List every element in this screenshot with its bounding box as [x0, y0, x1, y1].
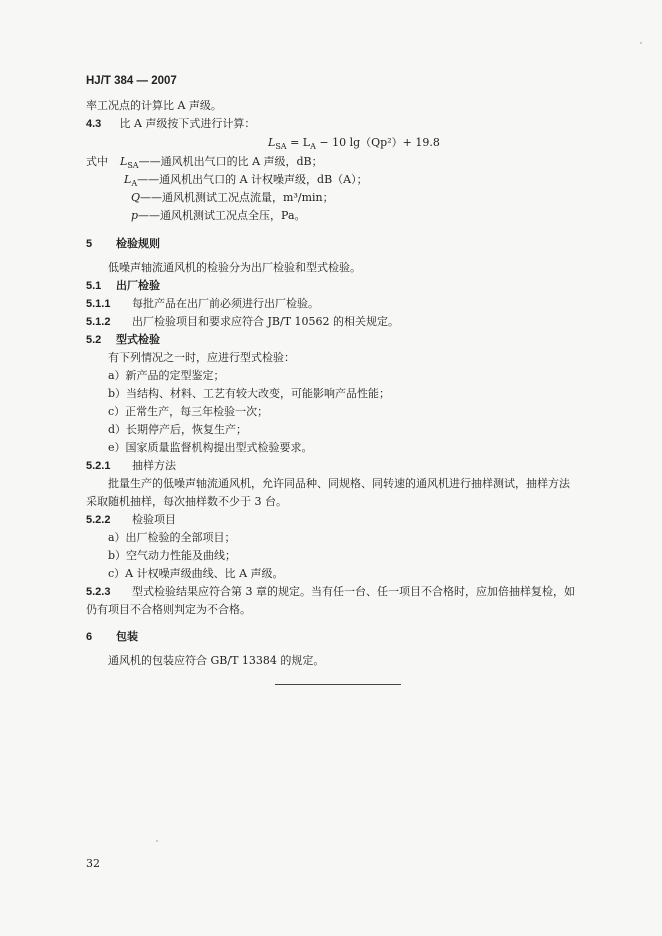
definition-4: p——通风机测试工况点全压，Pa。 — [131, 209, 306, 222]
scan-speck — [640, 42, 642, 44]
scan-speck — [156, 840, 158, 842]
list-item: c）A 计权噪声级曲线、比 A 声级。 — [108, 567, 284, 580]
list-item: a）新产品的定型鉴定； — [108, 369, 225, 382]
list-item: c）正常生产，每三年检验一次； — [108, 405, 269, 418]
page-number: 32 — [86, 857, 100, 870]
para-line: 通风机的包装应符合 GB/T 13384 的规定。 — [108, 654, 325, 667]
section-6-heading: 6 包装 — [86, 630, 138, 643]
clause-5-2-3: 5.2.3 型式检验结果应符合第 3 章的规定。当有任一台、任一项目不合格时，应加倍抽样复检，如 — [86, 585, 575, 598]
section-5-heading: 5 检验规则 — [86, 237, 160, 250]
clause-5-2-1: 5.2.1 抽样方法 — [86, 459, 176, 472]
list-item: e）国家质量监督机构提出型式检验要求。 — [108, 441, 313, 454]
where-label: 式中 — [86, 155, 108, 168]
formula: $L_{SA} = L_A - 10$ lg（Qp²）+ 19.8 — [268, 136, 440, 152]
list-item: b）当结构、材料、工艺有较大改变，可能影响产品性能； — [108, 387, 391, 400]
clause-5-2-2: 5.2.2 检验项目 — [86, 513, 176, 526]
standard-number: HJ/T 384 — 2007 — [86, 75, 177, 87]
para-line: 批量生产的低噪声轴流通风机，允许同品种、同规格、同转速的通风机进行抽样测试，抽样方法 — [108, 477, 570, 490]
para-line: 低噪声轴流通风机的检验分为出厂检验和型式检验。 — [108, 261, 361, 274]
para-line: 仍有项目不合格则判定为不合格。 — [86, 603, 251, 616]
para-line: 率工况点的计算比 A 声级。 — [86, 99, 222, 112]
clause-5-1-2: 5.1.2 出厂检验项目和要求应符合 JB/T 10562 的相关规定。 — [86, 315, 400, 328]
para-line: 有下列情况之一时，应进行型式检验： — [108, 351, 295, 364]
definition-3: Q——通风机测试工况点流量，m³/min； — [131, 191, 334, 204]
list-item: a）出厂检验的全部项目； — [108, 531, 236, 544]
para-line: 采取随机抽样，每次抽样数不少于 3 台。 — [86, 495, 287, 508]
section-5-1-heading: 5.1 出厂检验 — [86, 279, 160, 292]
clause-5-1-1: 5.1.1 每批产品在出厂前必须进行出厂检验。 — [86, 297, 319, 310]
clause-number: 4.3 — [86, 118, 102, 130]
end-rule — [275, 684, 401, 685]
definition-2: $L_A——$通风机出气口的 A 计权噪声级，dB（A）； — [124, 173, 368, 189]
list-item: d）长期停产后，恢复生产； — [108, 423, 248, 436]
clause-text: 比 A 声级按下式进行计算： — [119, 117, 256, 130]
list-item: b）空气动力性能及曲线； — [108, 549, 237, 562]
section-5-2-heading: 5.2 型式检验 — [86, 333, 160, 346]
clause-4-3 — [86, 117, 255, 131]
definition-1: $L_{SA}——$通风机出气口的比 A 声级，dB； — [120, 155, 323, 171]
